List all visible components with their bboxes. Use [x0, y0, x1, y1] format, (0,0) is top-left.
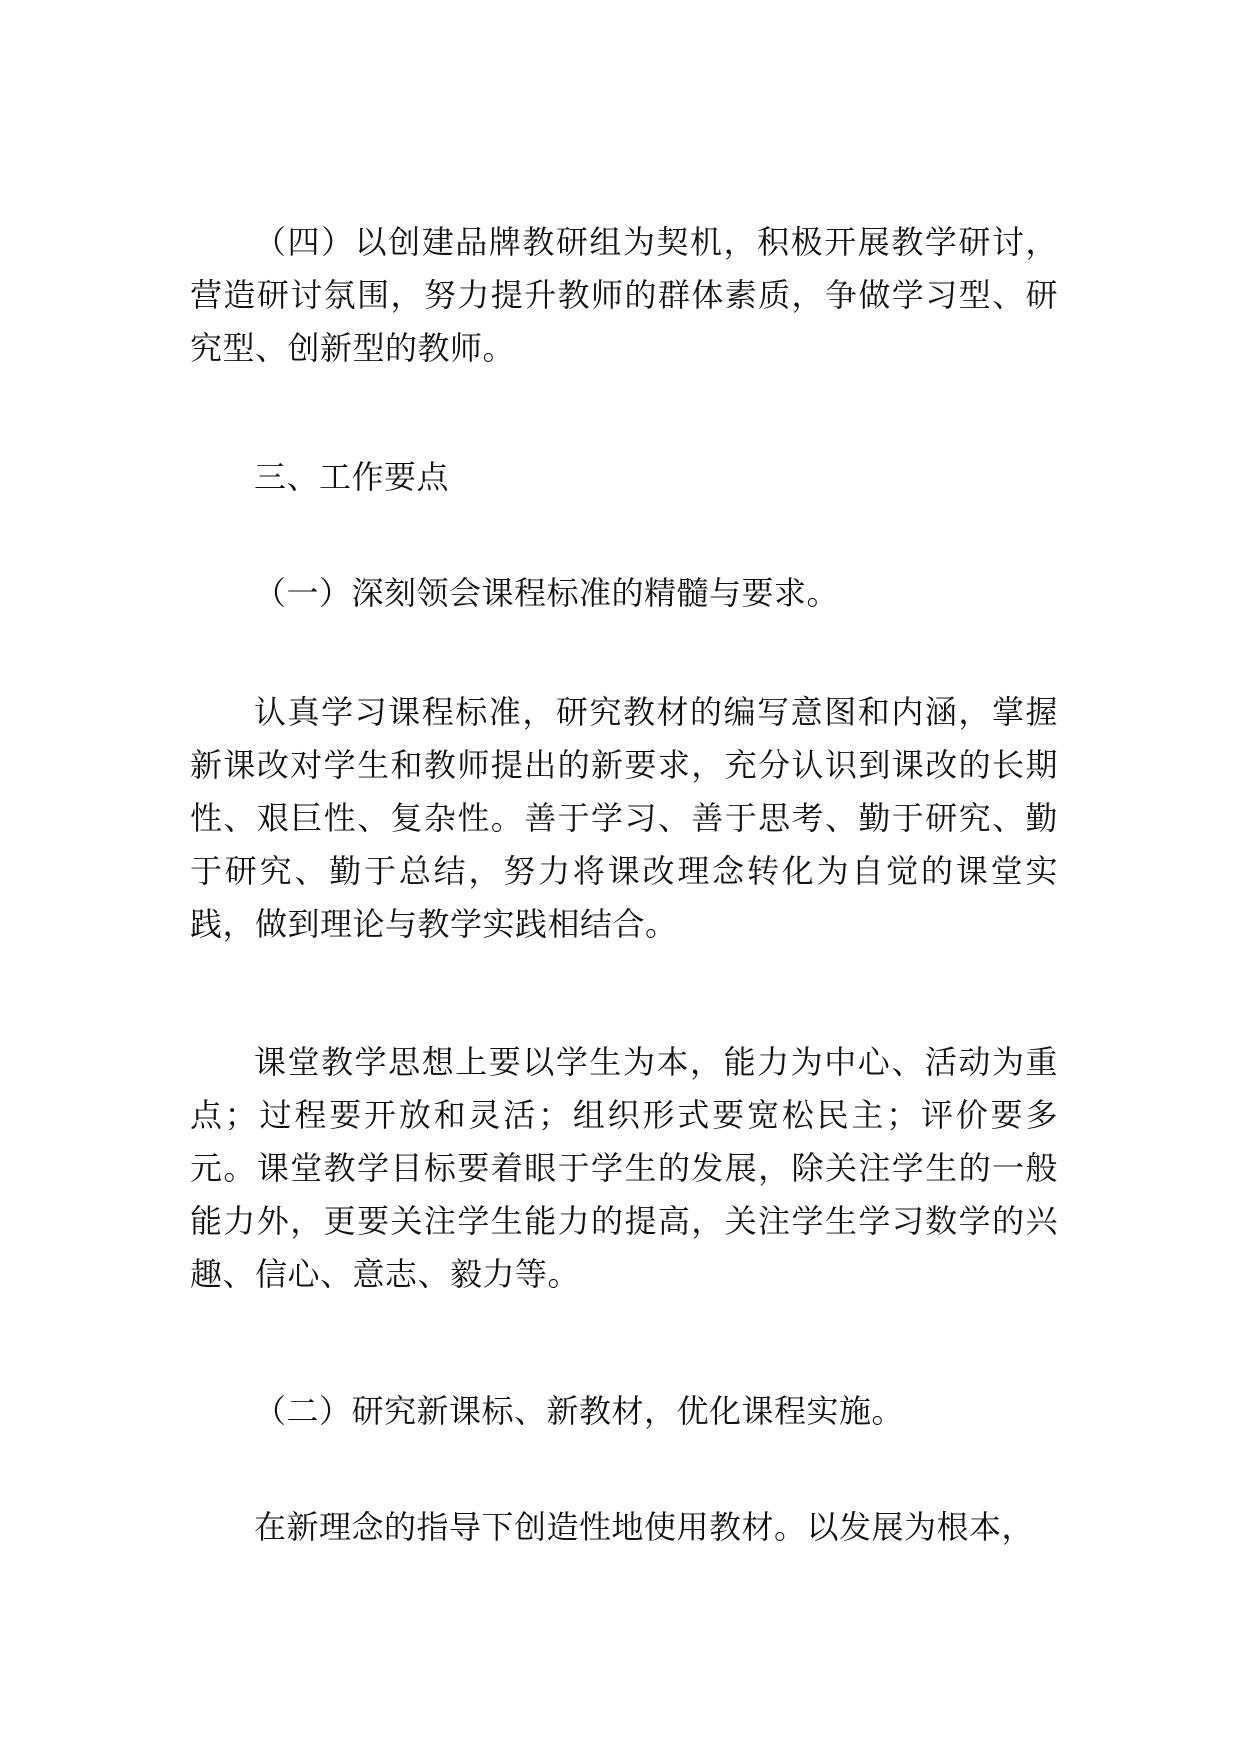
section-heading-work-points: 三、工作要点 [254, 458, 450, 496]
subheading-two: （二）研究新课标、新教材，优化课程实施。 [254, 1392, 905, 1430]
paragraph-curriculum-study: 认真学习课程标准，研究教材的编写意图和内涵，掌握新课改对学生和教师提出的新要求，充分认识到课改的长期性、艰巨性、复杂性。善于学习、善于思考、勤于研究、勤于研究、勤于总结，努力将课改理念转化为自觉的课堂实践，做到理论与教学实践相结合。 [190, 693, 1058, 943]
paragraph-new-concept: 在新理念的指导下创造性地使用教材。以发展为根本， [254, 1508, 1035, 1546]
paragraph-classroom-teaching: 课堂教学思想上要以学生为本，能力为中心、活动为重点；过程要开放和灵活；组织形式要宽松民主；评价要多元。课堂教学目标要着眼于学生的发展，除关注学生的一般能力外，更要关注学生能力的提高，关注学生学习数学的兴趣、信心、意志、毅力等。 [190, 1043, 1058, 1293]
subheading-one: （一）深刻领会课程标准的精髓与要求。 [254, 574, 840, 612]
paragraph-goal-four: （四）以创建品牌教研组为契机，积极开展教学研讨，营造研讨氛围，努力提升教师的群体素质，争做学习型、研究型、创新型的教师。 [190, 223, 1058, 367]
